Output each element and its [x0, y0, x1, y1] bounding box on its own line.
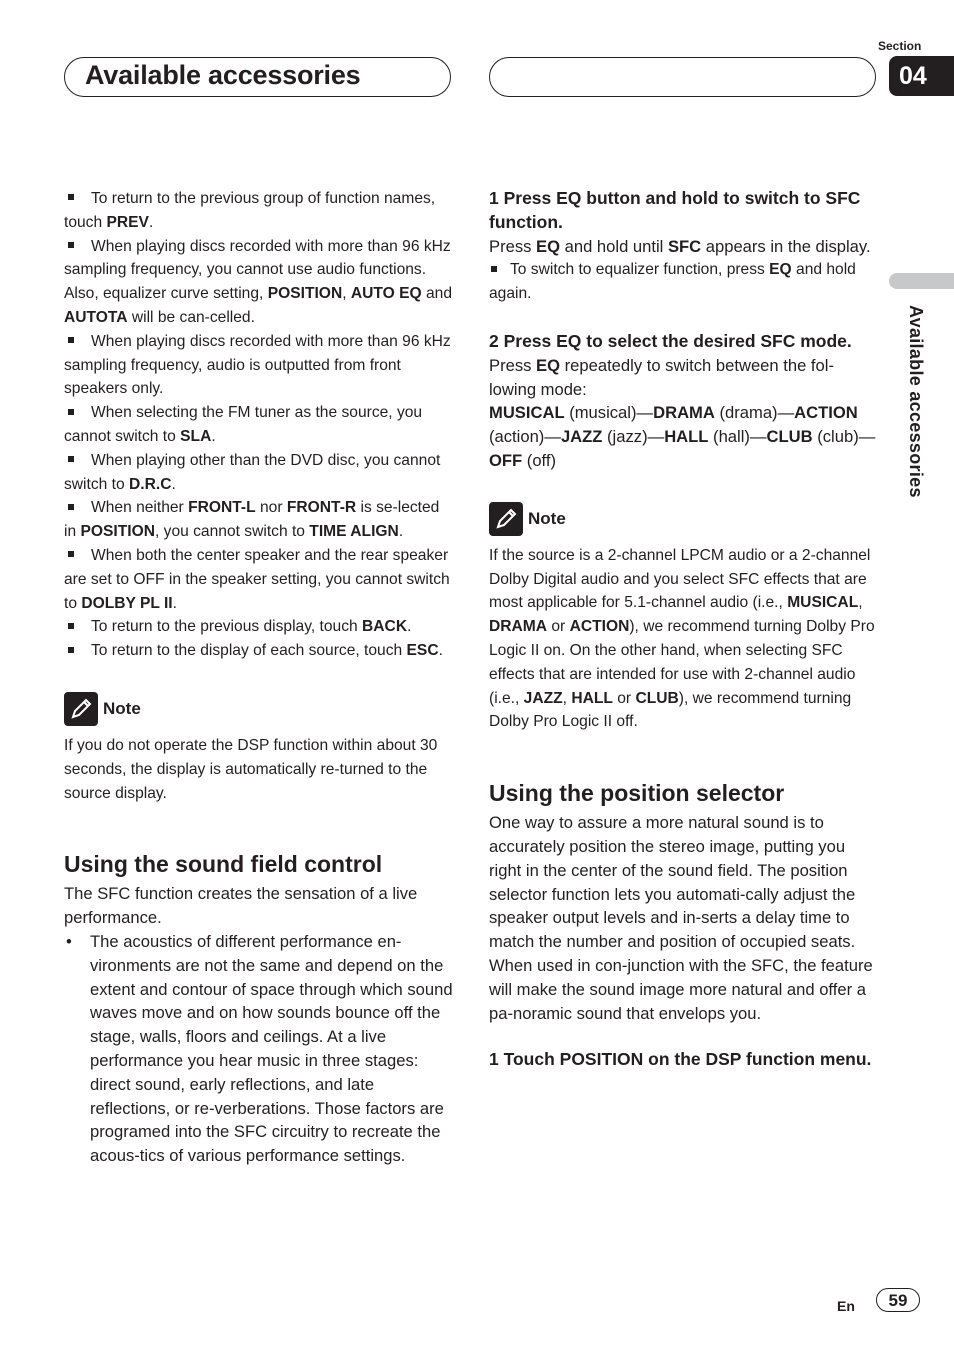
square-bullet-icon — [68, 551, 74, 557]
note-label: Note — [528, 508, 566, 528]
sfc-bullet: • The acoustics of different performance en-vironments are not the same and depend on the extent and contour of space through which sound waves move and on how sounds bounce off the stage, walls, floors and ceilings. At a live performance you hear music in three stages: direct sound, early reflections, and late reflections, or re-verberations. Those factors are programed into the SFC circuitry to recreate the acous-tics of various performance settings. — [64, 930, 454, 1168]
square-bullet-icon — [68, 194, 74, 200]
bullet-back: To return to the previous display, touch BACK. — [64, 615, 454, 639]
square-bullet-icon — [68, 337, 74, 343]
page-number: 59 — [876, 1288, 920, 1312]
bullet-front-lr: When neither FRONT-L nor FRONT-R is se-lected in POSITION, you cannot switch to TIME ALIGN. — [64, 499, 440, 541]
step-2-text: Press EQ repeatedly to switch between the fol-lowing mode: — [489, 355, 834, 399]
side-tab-label: Available accessories — [906, 305, 926, 498]
sfc-note-text: If the source is a 2-channel LPCM audio or a 2-channel Dolby Digital audio and you select SFC effects that are most applicable for 5.1-channel audio (i.e., MUSICAL, DRAMA or ACTION), we recommend turning Dolby Pro Logic II on. On the other hand, when selecting SFC effects that are intended for use with 2-channel audio (i.e., JAZZ, HALL or CLUB), we recommend turning Dolby Pro Logic II off. — [489, 546, 875, 731]
step-2-title: 2 Press EQ to select the desired SFC mode. — [489, 330, 852, 351]
position-intro: One way to assure a more natural sound is to accurately position the stereo image, putting you right in the center of the sound field. The position selector function lets you automati-cally adjust the speaker output levels and in-serts a delay time to match the number and position of occupied seats. When used in con-junction with the SFC, the feature will make the sound image more natural and offer a pa-noramic sound that envelops you. — [489, 813, 873, 1023]
right-column — [489, 187, 877, 1072]
section-heading-position: Using the position selector — [489, 780, 785, 807]
bullet-96khz-audio: When playing discs recorded with more than 96 kHz sampling frequency, you cannot use audio functions. Also, equalizer curve setting, POSITION, AUTO EQ and AUTOTA will be can-celled. — [64, 237, 452, 326]
square-bullet-icon — [68, 456, 74, 462]
sfc-mode-sequence: MUSICAL (musical)—DRAMA (drama)—ACTION (action)—JAZZ (jazz)—HALL (hall)—CLUB (club)—OFF (off) — [489, 403, 876, 470]
bullet-96khz-front: When playing discs recorded with more than 96 kHz sampling frequency, audio is outputted from front speakers only. — [64, 332, 451, 398]
step-position-title: 1 Touch POSITION on the DSP function menu. — [489, 1049, 872, 1070]
square-bullet-icon — [68, 242, 74, 248]
sfc-intro: The SFC function creates the sensation of a live performance. — [64, 884, 418, 928]
note-pencil-icon — [489, 502, 523, 536]
bullet-fm-tuner: When selecting the FM tuner as the source, you cannot switch to SLA. — [64, 404, 423, 445]
square-bullet-icon — [68, 623, 74, 629]
square-bullet-icon — [68, 647, 74, 653]
step-1-sfc-title: 1 Press EQ button and hold to switch to SFC function. — [489, 188, 861, 232]
note-header — [64, 692, 454, 726]
square-bullet-icon — [68, 504, 74, 510]
header-blank-frame — [489, 57, 876, 97]
page-title: Available accessories — [85, 60, 361, 90]
note-text: If you do not operate the DSP function within about 30 seconds, the display is automatically re-turned to the source display. — [64, 736, 438, 802]
left-column — [64, 187, 454, 1168]
note-header — [489, 502, 877, 536]
side-tab-marker — [889, 273, 954, 289]
step-1-text: Press EQ and hold until SFC appears in the display. — [489, 236, 871, 256]
title-frame — [64, 57, 451, 97]
section-label: Section — [878, 39, 922, 53]
note-label: Note — [103, 699, 141, 719]
square-bullet-icon — [68, 409, 74, 415]
section-heading-sfc: Using the sound field control — [64, 851, 383, 878]
bullet-esc: To return to the display of each source, touch ESC. — [64, 639, 454, 663]
section-number-badge: 04 — [889, 56, 954, 96]
bullet-center-rear: When both the center speaker and the rear speaker are set to OFF in the speaker setting, you cannot switch to DOLBY PL II. — [64, 546, 450, 612]
bullet-dvd-drc: When playing other than the DVD disc, you cannot switch to D.R.C. — [64, 451, 441, 493]
step-1-note: To switch to equalizer function, press EQ and hold again. — [489, 261, 856, 303]
bullet-prev: To return to the previous group of function names, touch PREV. — [64, 190, 436, 231]
square-bullet-icon — [491, 266, 497, 272]
language-label: En — [837, 1298, 855, 1314]
note-pencil-icon — [64, 692, 98, 726]
